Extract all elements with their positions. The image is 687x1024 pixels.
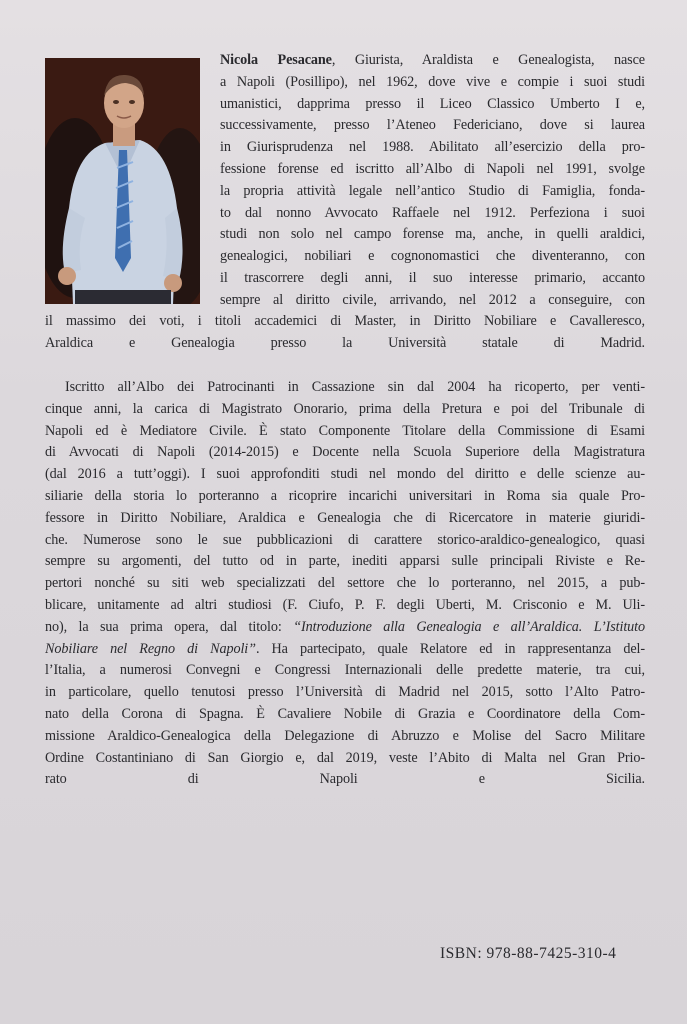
- bio-line: fessione forense ed iscritto all’Albo di Napoli nel 1991, svolge: [220, 160, 645, 177]
- bio-paragraph-2: [45, 377, 645, 791]
- bio-line: siliarie della storia lo porteranno a ricoprire incarichi universitari in Roma sia quale Pro-: [45, 487, 645, 504]
- bio-line: che. Numerose sono le sue pubblicazioni di carattere storico-araldico-genealogico, quasi: [45, 531, 645, 548]
- bio-line: sempre al diritto civile, arrivando, nel 2012 a conseguire, con: [220, 291, 645, 308]
- bio-line: la propria attività legale nell’antico Studio di Famiglia, fonda-: [220, 182, 645, 199]
- bio-line: successivamente, presso l’Ateneo Federiciano, dove si laurea: [220, 117, 645, 134]
- bio-line: genealogici, nobiliari e cognonomastici che diventeranno, con: [220, 248, 645, 265]
- bio-line: in Giurisprudenza nel 1988. Abilitato all’esercizio della pro-: [220, 139, 645, 156]
- bio-line: Napoli ed è Mediatore Civile. È stato Componente Titolare della Commissione di Esami: [45, 422, 645, 439]
- bio-line: l’Italia, a numerosi Convegni e Congressi Internazionali delle predette materie, tra cui,: [45, 662, 645, 679]
- bio-line: a Napoli (Posillipo), nel 1962, dove vive e compie i suoi studi: [220, 73, 645, 90]
- book-title: “Introduzione alla Genealogia e all’Araldica. L’Istituto: [293, 618, 645, 635]
- isbn-label: ISBN: 978-88-7425-310-4: [440, 945, 617, 962]
- bio-line: Nobiliare nel Regno di Napoli”. Ha partecipato, quale Relatore ed in rappresentanza del-: [45, 640, 645, 657]
- bio-line: (dal 2016 a tutt’oggi). I suoi approfonditi studi nel mondo del diritto e delle scienze au-: [45, 466, 645, 483]
- bio-line: cinque anni, la carica di Magistrato Onorario, prima della Pretura e poi del Tribunale di: [45, 400, 645, 417]
- bio-line: studi non solo nel campo forense ma, anche, in quelli araldici,: [220, 226, 645, 243]
- bio-line: Ordine Costantiniano di San Giorgio e, dal 2019, veste l’Abito di Malta nel Gran Prio-: [45, 749, 645, 766]
- bio-line: nato della Corona di Spagna. È Cavaliere Nobile di Grazia e Coordinatore della Com-: [45, 705, 645, 722]
- bio-line: missione Araldico-Genealogica della Delegazione di Abruzzo e Molise del Sacro Militare: [45, 727, 645, 744]
- bio-line: fessore in Diritto Nobiliare, Araldica e Genealogia che di Ricercatore in materie giuridi-: [45, 509, 645, 526]
- author-name: Nicola Pesacane: [220, 52, 332, 68]
- bio-line: Nicola Pesacane, Giurista, Araldista e Genealogista, nasce: [220, 52, 645, 68]
- bio-line: sempre su argomenti, del tutto od in parte, inediti apparsi sulle principali Riviste e Re-: [45, 553, 645, 570]
- bio-line: umanistici, dapprima presso il Liceo Classico Umberto I e,: [220, 95, 645, 112]
- bio-line: il massimo dei voti, i titoli accademici di Master, in Diritto Nobiliare e Cavalleresco,: [45, 313, 645, 329]
- bio-line: no), la sua prima opera, dal titolo: “Introduzione alla Genealogia e all’Araldica. L’Istituto: [45, 618, 645, 635]
- bio-line: Araldica e Genealogia presso la Università statale di Madrid.: [45, 334, 645, 351]
- author-photo: [45, 58, 200, 304]
- bio-line: Iscritto all’Albo dei Patrocinanti in Cassazione sin dal 2004 ha ricoperto, per venti-: [65, 379, 645, 395]
- bio-line: il trascorrere degli anni, il suo interesse primario, accanto: [220, 269, 645, 286]
- bio-line: to dal nonno Avvocato Raffaele nel 1912. Perfeziona i suoi: [220, 204, 645, 221]
- bio-line: in particolare, quello tenutosi presso l’Università di Madrid nel 2015, sotto l’Alto Patro-: [45, 684, 645, 701]
- bio-line: rato di Napoli e Sicilia.: [45, 771, 645, 788]
- bio-paragraph-1-continued: [45, 311, 645, 355]
- bio-line: di Avvocati di Napoli (2014-2015) e Docente nella Scuola Superiore della Magistratura: [45, 444, 645, 461]
- book-title-continued: Nobiliare nel Regno di Napoli”: [45, 640, 256, 657]
- bio-paragraph-1: [220, 50, 645, 312]
- bio-line: pertori nonché su siti web specializzati del settore che lo porteranno, nel 2015, a pub-: [45, 575, 645, 592]
- author-portrait-illustration: [45, 58, 200, 304]
- bio-line: blicare, unitamente ad altri studiosi (F. Ciufo, P. F. degli Uberti, M. Crisconio e M. Uli-: [45, 596, 645, 613]
